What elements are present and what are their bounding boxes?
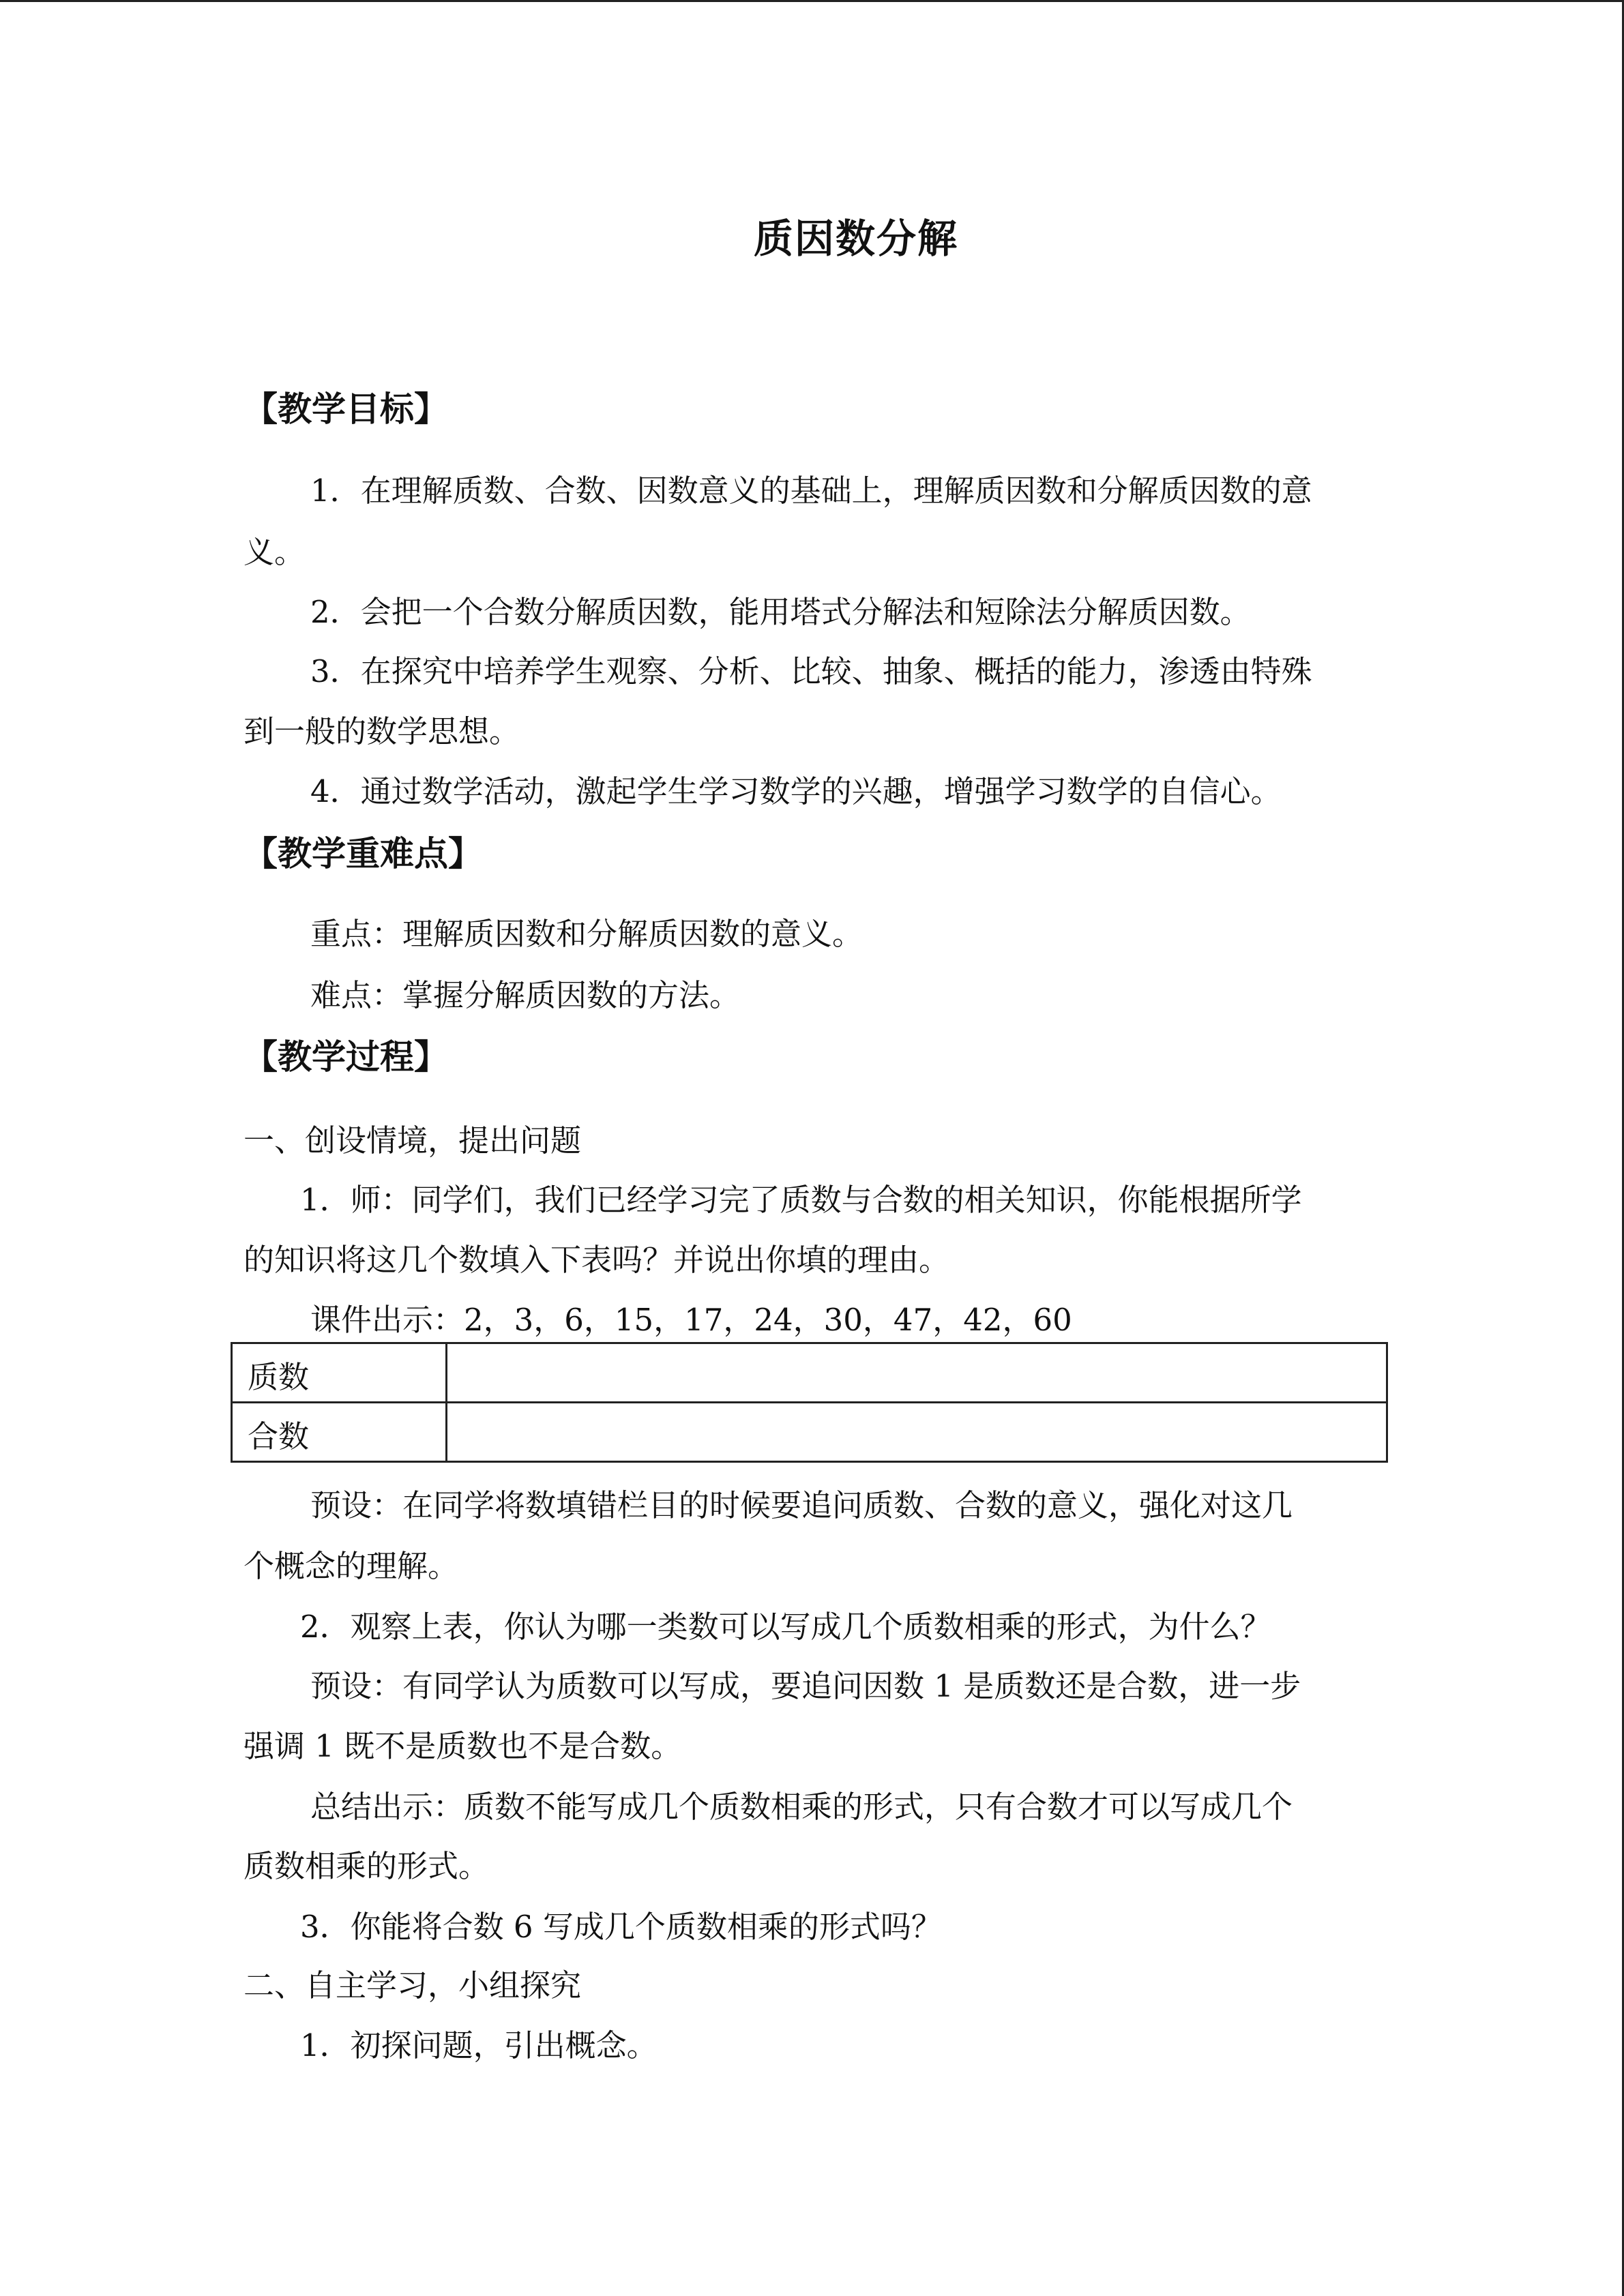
goal-1-line-2: 义。 (243, 534, 306, 570)
table-cell-label: 质数 (232, 1343, 447, 1403)
table-cell-value (447, 1343, 1387, 1403)
page-title: 质因数分解 (753, 215, 958, 262)
section-heading-key-points: 【教学重难点】 (243, 833, 482, 874)
process-part-2-item-1: 1．初探问题，引出概念。 (300, 2027, 658, 2063)
classification-table (231, 1342, 1388, 1463)
summary-line-1: 总结出示：质数不能写成几个质数相乘的形式，只有合数才可以写成几个 (310, 1789, 1293, 1825)
process-question-1-line-2: 的知识将这几个数填入下表吗？并说出你填的理由。 (243, 1242, 950, 1278)
preset-1-line-1: 预设：在同学将数填错栏目的时候要追问质数、合数的意义，强化对这几 (310, 1487, 1293, 1523)
goal-1-line-1: 1．在理解质数、合数、因数意义的基础上，理解质因数和分解质因数的意 (310, 473, 1312, 509)
process-question-1-line-1: 1．师：同学们，我们已经学习完了质数与合数的相关知识，你能根据所学 (300, 1182, 1302, 1218)
courseware-numbers: 课件出示：2，3，6，15，17，24，30，47，42，60 (310, 1302, 1072, 1338)
goal-3-line-1: 3．在探究中培养学生观察、分析、比较、抽象、概括的能力，渗透由特殊 (310, 653, 1312, 689)
preset-1-line-2: 个概念的理解。 (243, 1548, 459, 1584)
process-part-1-title: 一、创设情境，提出问题 (243, 1122, 582, 1159)
key-point-focus: 重点：理解质因数和分解质因数的意义。 (310, 916, 863, 952)
table-row (232, 1343, 1387, 1403)
process-question-2: 2．观察上表，你认为哪一类数可以写成几个质数相乘的形式，为什么？ (300, 1609, 1271, 1645)
table-cell-value (447, 1403, 1387, 1462)
section-heading-process: 【教学过程】 (243, 1037, 448, 1077)
goal-3-line-2: 到一般的数学思想。 (243, 713, 520, 749)
table-row (232, 1403, 1387, 1462)
process-part-2-title: 二、自主学习，小组探究 (243, 1967, 582, 2003)
table-cell-label: 合数 (232, 1403, 447, 1462)
key-point-difficulty: 难点：掌握分解质因数的方法。 (310, 977, 741, 1013)
process-question-3: 3．你能将合数 6 写成几个质数相乘的形式吗？ (300, 1909, 942, 1945)
goal-4: 4．通过数学活动，激起学生学习数学的兴趣，增强学习数学的自信心。 (310, 773, 1282, 809)
preset-2-line-1: 预设：有同学认为质数可以写成，要追问因数 1 是质数还是合数，进一步 (310, 1668, 1301, 1704)
goal-2: 2．会把一个合数分解质因数，能用塔式分解法和短除法分解质因数。 (310, 594, 1251, 630)
section-heading-goals: 【教学目标】 (243, 389, 448, 429)
summary-line-2: 质数相乘的形式。 (243, 1848, 490, 1884)
preset-2-line-2: 强调 1 既不是质数也不是合数。 (243, 1728, 682, 1764)
top-border-line (0, 0, 1624, 2)
